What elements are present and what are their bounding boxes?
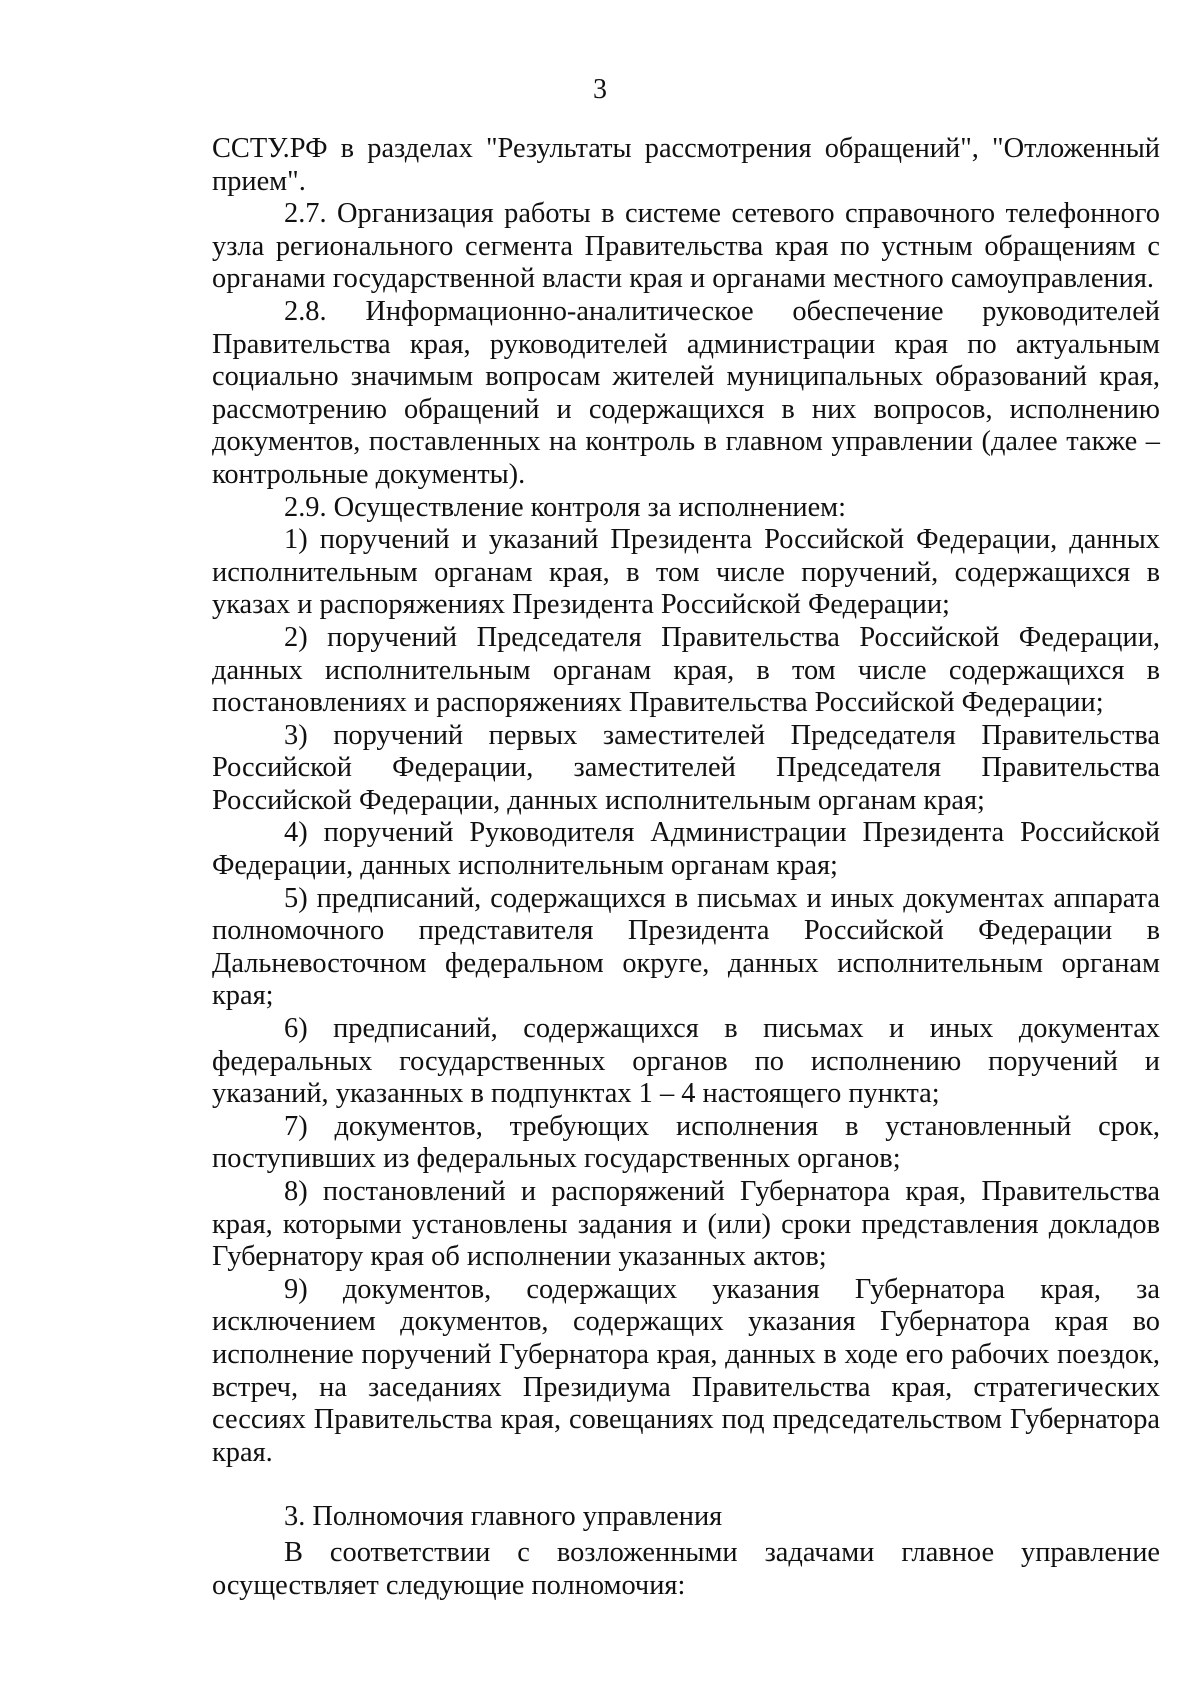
list-item-5: 5) предписаний, содержащихся в письмах и иных документах аппарата полномочного представителя Президента Российской Федерации в Дальневосточном федеральном округе, данных исполнительным органам края; xyxy=(212,882,1160,1012)
list-item-6: 6) предписаний, содержащихся в письмах и иных документах федеральных государственных органов по исполнению поручений и указаний, указанных в подпунктах 1 – 4 настоящего пункта; xyxy=(212,1013,1160,1110)
paragraph-continuation: ССТУ.РФ в разделах "Результаты рассмотрения обращений", "Отложенный прием". xyxy=(212,133,1160,197)
page-number: 3 xyxy=(593,74,607,105)
list-item-3: 3) поручений первых заместителей Председателя Правительства Российской Федерации, заместителей Председателя Правительства Российской Федерации, данных исполнительным органам края; xyxy=(212,719,1160,816)
list-item-2: 2) поручений Председателя Правительства Российской Федерации, данных исполнительным органам края, в том числе содержащихся в постановлениях и распоряжениях Правительства Российской Федерации; xyxy=(212,621,1160,719)
list-item-4: 4) поручений Руководителя Администрации Президента Российской Федерации, данных исполнительным органам края; xyxy=(212,817,1160,882)
list-item-1: 1) поручений и указаний Президента Российской Федерации, данных исполнительным органам края, в том числе поручений, содержащихся в указах и распоряжениях Президента Российской Федерации; xyxy=(212,524,1160,621)
paragraph-2-8: 2.8. Информационно-аналитическое обеспечение руководителей Правительства края, руководителей администрации края по актуальным социально значимым вопросам жителей муниципальных образований края, рассмотрению обращений и содержащихся в них вопросов, исполнению документов, поставленных на контроль в главном управлении (далее также – контрольные документы). xyxy=(212,295,1160,490)
list-item-8: 8) постановлений и распоряжений Губернатора края, Правительства края, которыми установлены задания и (или) сроки представления докладов Губернатору края об исполнении указанных актов; xyxy=(212,1176,1160,1273)
section-heading: 3. Полномочия главного управления xyxy=(284,1501,723,1533)
document-body xyxy=(212,133,1160,1602)
section-intro: В соответствии с возложенными задачами главное управление осуществляет следующие полномочия: xyxy=(212,1536,1160,1601)
paragraph-2-9: 2.9. Осуществление контроля за исполнением: xyxy=(284,491,847,523)
paragraph-2-7: 2.7. Организация работы в системе сетевого справочного телефонного узла регионального сегмента Правительства края по устным обращениям с органами государственной власти края и органами местного самоуправления. xyxy=(212,198,1160,295)
list-item-7: 7) документов, требующих исполнения в установленный срок, поступивших из федеральных государственных органов; xyxy=(212,1110,1160,1175)
list-item-9: 9) документов, содержащих указания Губернатора края, за исключением документов, содержащих указания Губернатора края во исполнение поручений Губернатора края, данных в ходе его рабочих поездок, встреч, на заседаниях Президиума Правительства края, стратегических сессиях Правительства края, совещаниях под председательством Губернатора края. xyxy=(212,1273,1160,1468)
